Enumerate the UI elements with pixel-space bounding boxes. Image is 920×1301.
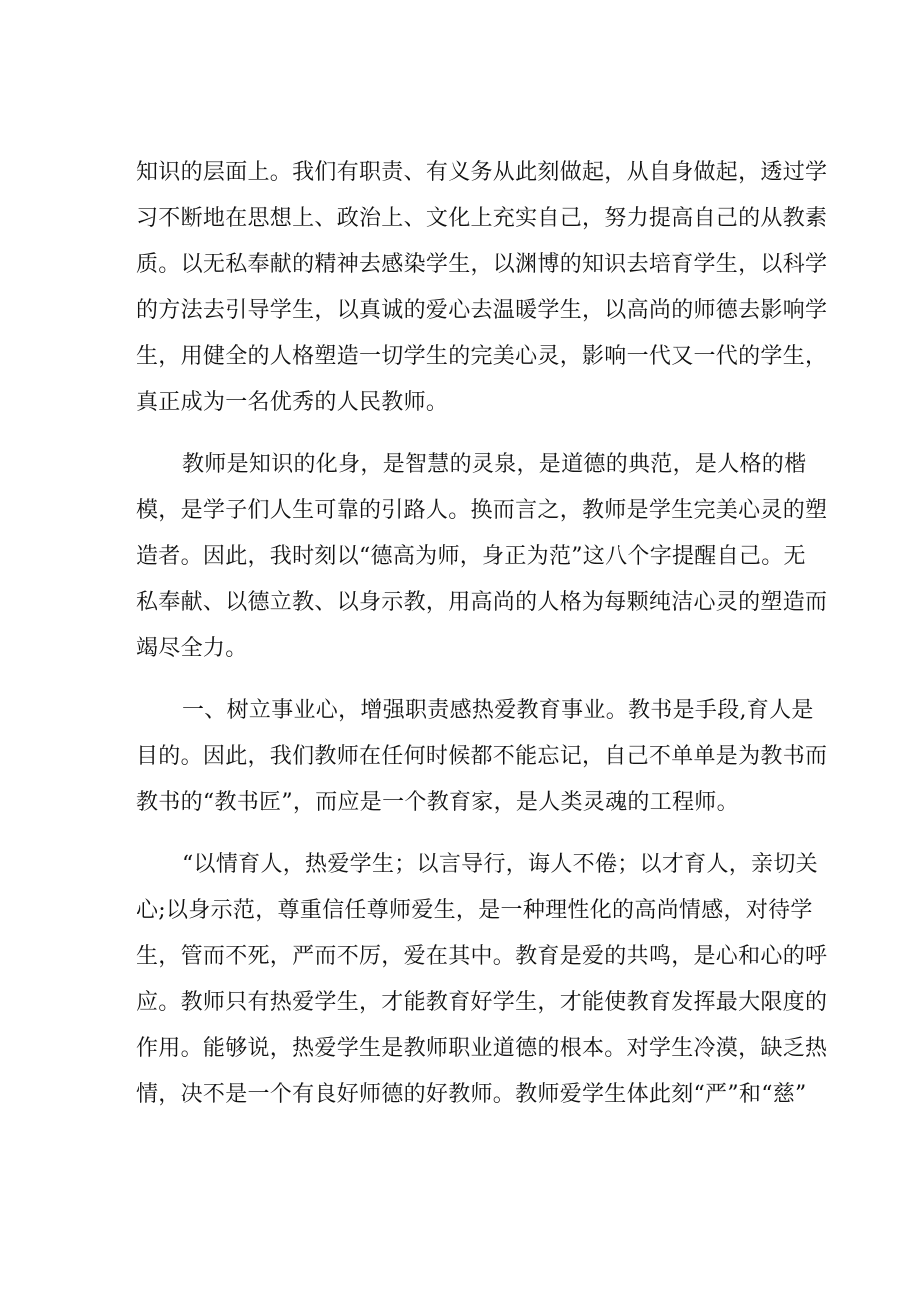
paragraph-2 xyxy=(136,442,828,672)
text-line: 知识的层面上。我们有职责、有义务从此刻做起，从自身做起，透过学 xyxy=(136,160,828,185)
text-line: 生，用健全的人格塑造一切学生的完美心灵，影响一代又一代的学生， xyxy=(136,344,828,369)
document-body xyxy=(136,150,828,1118)
paragraph-4 xyxy=(136,842,828,1118)
text-line: “以情育人，热爱学生；以言导行，诲人不倦；以才育人，亲切关 xyxy=(182,852,818,877)
text-line: 教书的“教书匠”，而应是一个教育家，是人类灵魂的工程师。 xyxy=(136,790,739,815)
text-line: 心;以身示范，尊重信任尊师爱生，是一种理性化的高尚情感，对待学 xyxy=(136,898,813,923)
paragraph-3 xyxy=(136,688,828,826)
text-line: 造者。因此，我时刻以“德高为师，身正为范”这八个字提醒自己。无 xyxy=(136,544,806,569)
text-line: 作用。能够说，热爱学生是教师职业道德的根本。对学生冷漠，缺乏热 xyxy=(136,1036,828,1061)
paragraph-1 xyxy=(136,150,828,426)
text-line: 情，决不是一个有良好师德的好教师。教师爱学生体此刻“严”和“慈” xyxy=(136,1082,807,1107)
text-line: 习不断地在思想上、政治上、文化上充实自己，努力提高自己的从教素 xyxy=(136,206,828,231)
text-line: 生，管而不死，严而不厉，爱在其中。教育是爱的共鸣，是心和心的呼 xyxy=(136,944,828,969)
text-line: 目的。因此，我们教师在任何时候都不能忘记，自己不单单是为教书而 xyxy=(136,744,828,769)
text-line: 私奉献、以德立教、以身示教，用高尚的人格为每颗纯洁心灵的塑造而 xyxy=(136,590,828,615)
paragraph-spacer xyxy=(136,672,812,688)
text-line: 模，是学子们人生可靠的引路人。换而言之，教师是学生完美心灵的塑 xyxy=(136,498,828,523)
text-line: 教师是知识的化身，是智慧的灵泉，是道德的典范，是人格的楷 xyxy=(182,452,807,477)
text-line: 竭尽全力。 xyxy=(136,636,248,661)
paragraph-spacer xyxy=(136,426,812,442)
text-line: 应。教师只有热爱学生，才能教育好学生，才能使教育发挥最大限度的 xyxy=(136,990,828,1015)
paragraph-spacer xyxy=(136,826,812,842)
text-line: 的方法去引导学生，以真诚的爱心去温暖学生，以高尚的师德去影响学 xyxy=(136,298,828,323)
text-line: 一、树立事业心，增强职责感热爱教育事业。教书是手段,育人是 xyxy=(182,698,814,723)
text-line: 质。以无私奉献的精神去感染学生，以渊博的知识去培育学生，以科学 xyxy=(136,252,828,277)
text-line: 真正成为一名优秀的人民教师。 xyxy=(136,390,449,415)
